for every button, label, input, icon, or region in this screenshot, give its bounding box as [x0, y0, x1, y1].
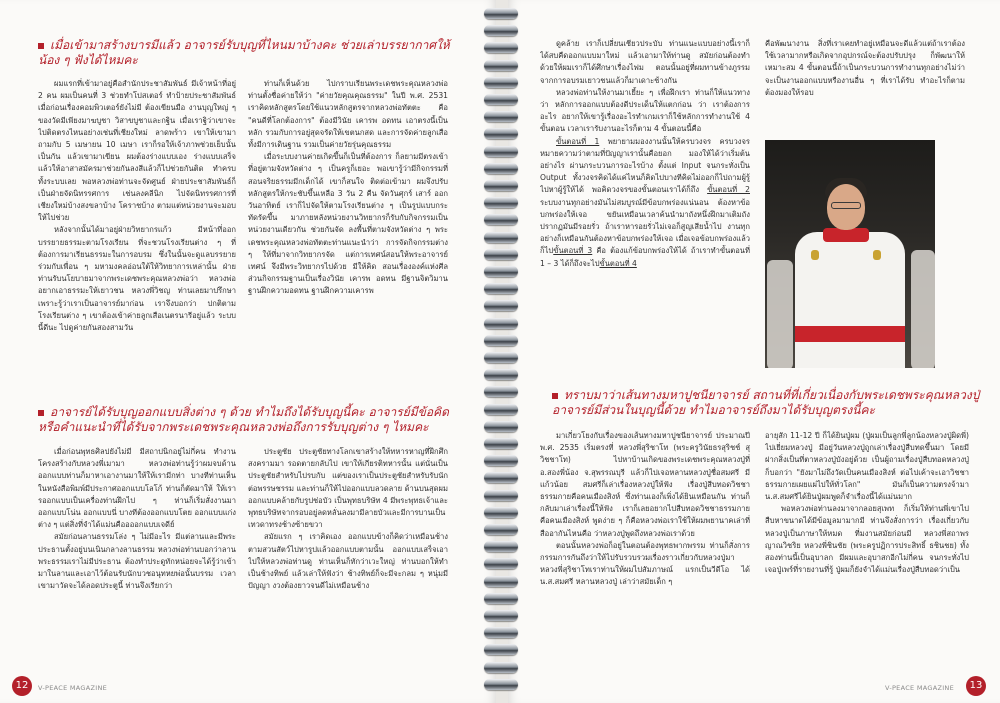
binding-ring [484, 180, 518, 191]
paragraph: เมื่อก่อนพุทธศิลปยังไม่มี มีสถาปนิกอยู่ไม่กี่คน ทำงานโครงสร้างกับหลวงพี่เมามา หลวงพ่อท่านรู้ว่าผมจบด้านออกแบบท่านก็มาหาเอางานมาให้ให้เรามีกท่า บางทีท่านเห็นในหนังสือพิมพ์มีประกาศออกแบบโลโก้ ท่านก็ตัดมาให้ ให้เรารออกแบบเป็นเครื่องท่านฝึกไป ๆ ท่านก็เริ่มสั่งงานมา ออกแบบโน่น ออกแบบนี่ บางทีต้องออกแบบโตย ออกแบบแก่งต่าง ๆ แต่สิ่งที่จำได้แม่นคืออออกแบบเจดีย์ [38, 447, 236, 530]
section-heading-2 [38, 405, 458, 435]
magazine-name-right: V-PEACE MAGAZINE [884, 684, 954, 692]
binding-ring [484, 335, 518, 346]
binding-ring [484, 94, 518, 105]
binding-ring [484, 8, 518, 19]
binding-ring [484, 524, 518, 535]
binding-ring [484, 507, 518, 518]
paragraph: สมัยแรก ๆ เราคิดเอง ออกแบบข้างก็คิดว่าเหมือนช้างตามสวนสัตว์ไปหารูปแล้วออกแบบตามนั้น ออกแบบเสร็จเอาไปให้หลวงพ่อท่านดู ท่านเห็นก็ทักว่าเวะใหญ่ ท่านบอกให้ทำเป็นช้างทิพย์ แล้วเล่าให้ฟังว่า ช้างทิพย์ก็จะมีจะกลม ๆ หนุ่มมีปัญญา งวงต้องยาวจนดีไม่เหมือนช้าง [248, 532, 448, 591]
paragraph: ดูคล้าย เราก็เปลี่ยนเชียวประบับ ท่านแนะแบบอย่างนี้เราก็ได้สบคืดออกแบบมาใหม่ แล้วเอามาให้ท่านดู สมัยก่อนต้องทำด้วยให้ผมเราก็ได้ศึกษาเรื่องไฟม ตอนนั้นอยู่ที่ผมทานข้างภูรรมจากการอบรมเยาวชนแล้วก็มาเดาะช้างกัน [540, 39, 750, 85]
person-collar [823, 228, 869, 242]
paragraph: คือพัฒนางาน สิ่งที่เราเคยทำอยู่เหมือนจะดีแล้วแต่ถ้าเราต้องใช้เวลามากหรือเกิดจากอุปกรณ์จะต้องปรับปรุง ก็พัฒนาให้เหมาะสม 4 ขั้นตอนนี้ถ้าเป็นกระบวนการทำงานทุกอย่างไม่ว่าจะเป็นงานออกแบบหรืองานอื่น ๆ ที่เราได้รับ ทำอะไรก็ตามต้องมองให้รอบ [765, 39, 965, 97]
step-label: ขั้นตอนที่ 2 [707, 185, 750, 195]
paragraph: มาเกี่ยวโยงกับเรื่องของเส้นทางมหาปูชนียาจารย์ ประมาณปี พ.ศ. 2535 เริ่มตรงที่ หลวงพี่สุริชาโท (พระครูวินัยธรสุริชช์ สุวิชชาโท) ไปหาบ้านเกิดของพระเดชพระคุณหลวงปู่ที่ อ.สองพี่น้อง จ.สุพรรณบุรี แล้วก็ไปเจอหลานหลวงปู่ชื่อสมศรี มีแก้วน้อย สมศรีก็เล่าเรื่องหลวงปู่ให้ฟัง เรื่องปู่สีบทอดวิชชาธรรมกายคือคนเมืองสิงห์ ซึ่งท่านเองก็เพิ่งได้ยินเหมือนกัน ท่านก็กลับมาเล่าเรื่องนี้ให้ฟัง เราก็เลยอยากไปสืบทอดวิชชาธรรมกายคือคนเมืองสิงห์ พูดง่าย ๆ ก็คือหลวงพ่อเราใช้ให้ผมพยานาคเล่าที่สืออากันไหนคือ ว่าหลวงปู่พูดถึงหลวงพ่อเราด้วย [540, 431, 750, 538]
step-text: ระบบงานทุกอย่างมันไม่สมบูรณ์มีข้อบกพร่องแน่นอน ต้องหาข้อบกพร่องให้เจอ ขยันเหมือนเวลาค้นนำมาถังหนึ่งฝึกมาเติมถังปรากฏมันมีรอยรั่ว ถ้าเราหารอยรั่วไม่เจอก็สูญเสียน้ำไป งานทุกอย่างก็เหมือนกันต้องหาข้อบกพร่องให้เจอ เมื่อเจอข้อบกพร่องแล้วก็ไป [540, 197, 750, 256]
column-right-3 [540, 430, 750, 670]
binding-ring [484, 541, 518, 552]
heading-text: เมื่อเข้ามาสร้างบารมีแล้ว อาจารย์รับบุญที่ไหนมาบ้างคะ ช่วยเล่าบรรยากาศให้น้อง ๆ ฟังได้ไหมคะ [38, 38, 450, 67]
step-label: ขั้นตอนที่ 3 [553, 246, 593, 256]
heading-bullet-icon [38, 43, 44, 49]
binding-ring [484, 146, 518, 157]
paragraph: สมัยก่อนลานธรรมโล่ง ๆ ไม่มีอะไร มีแต่ลานและมีพระประธานตั้งอยู่บนเนินกลางลานธรรม หลวงพ่อท่านบอกว่าลานพระธรรมเราไม่มีประธาน ต้องทำประดูทักหน่อยจะได้รู้ว่าเข้ามาในลานและเอาไว้ต้อนรับนักบวชอนุทหยพ่อนั้นบรรม เวลาเขามาวัดจะได้ลอดประตูนี้ ท่านจึงเรียกว่า [38, 532, 236, 591]
binding-ring [484, 490, 518, 501]
binding-ring [484, 438, 518, 449]
binding-ring [484, 386, 518, 397]
paragraph: เมื่อระบบงานค่ายเกิดขึ้นก็เป็นที่ต้องการ ก็ลยามมีตรงเข้าที่อยู่ตามจังหวัดต่าง ๆ เป็นครูก็เยอะ พอเขารู้ว่ามีกิจกรรมที่สอนจริยธรรมมีกเด็กได้ เขาก็สนใจ ติดต่อเข้ามา ผมจึงปรับหลักสูตรให้กระชับขึ้นเหลือ 3 วัน 2 คืน จัดวันศุกร์ เสาร์ ออกวันอาทิตย์ เราก็ไปจัดให้ตามโรงเรียนต่าง ๆ เป็นรูปแบบกระทัดรัดขึ้น มาภายหลังหน่วยงานวิทยากรก็รับกับกิจกรรมเป็นหน่วยงานเดียวกัน ช่วยกันจัด ลงพื้นที่ตามจังหวัดต่าง ๆ พระเดชพระคุณหลวงพ่อทัตตะท่านแนะนำว่า การจัดกิจกรรมต่าง ๆ ให้ที่มาจากวิทยากรจัด แต่การเทศน์สอนให้พระอาจารย์เทศน์ จึงมีพระวิทยากรไปด้วย มีให้คิด สอนเรื่ององค์แห่งศีลส่วนกิจกรรมฐานเป็นเรื่องวินัย เคารพ อดทน มีฐานจิตวิมาน ฐานฝึกความอดทน ฐานฝึกความเคารพ [248, 152, 448, 296]
step-label: ขั้นตอนที่ 1 [556, 136, 600, 146]
background-figure [911, 250, 935, 368]
binding-ring [484, 283, 518, 294]
heading-text: อาจารย์ได้รับบุญออกแบบสิ่งต่าง ๆ ด้วย ทำไมถึงได้รับบุญนี้คะ อาจารย์มีข้อคิดหรือคำแนะนำที่ได้รับจากพระเดชพระคุณหลวงพ่อถึงการรับบุญต่าง ๆ ไหมคะ [38, 405, 449, 434]
column-right-4 [765, 430, 969, 670]
binding-ring [484, 249, 518, 260]
binding-ring [484, 111, 518, 122]
badge-icon [873, 250, 881, 260]
binding-ring [484, 300, 518, 311]
binding-ring [484, 472, 518, 483]
portrait-photo [765, 140, 935, 368]
paragraph: หลังจากนั้นได้มาอยู่ฝ่ายวิทยากรแก้ว มีหน้าที่ออกบรรยายธรรมะตามโรงเรียน ที่จะชวนโรงเรียนต่าง ๆ ที่ต้องการมาเรียนธรรมะในการอบรม ซึ่งในนั้นจะดูแลบรรยายร่วมกับเพื่อน ๆ มหามงคลอ่อนใต้ให้วิทยาการเหล่านั้น ฝ่าย ท่านรับนโยบายมาจากพระเดชพระคุณหลวงพ่อว่า หลวงพ่ออยากเอาธรรมะให้เยาวชน หลวงพี่วิชญ ท่านเลยมาปรึกษาเพราะรู้ว่าเราเป็นอาจารย์มาก่อน เราจึงบอกว่า ปกติตามโรงเรียนต่าง ๆ เขาต้องเข้าค่ายลูกเสือเนตรนารีอยู่แล้ว ระบบนี้ดีนะ ไปดูค่ายกันสองสามวัน [38, 225, 236, 333]
step-text: คือ ต้องแก้ข้อบกพร่องให้ได้ ถ้าเราทำขั้นตอนที่ 1 – 3 ได้ก็ถึงจะไป [540, 246, 750, 268]
step-paragraph [540, 136, 750, 270]
binding-ring [484, 25, 518, 36]
page-number-right: 13 [966, 676, 986, 696]
binding-ring [484, 662, 518, 673]
spiral-binding [478, 0, 526, 703]
column-left-1 [38, 78, 236, 408]
binding-ring [484, 318, 518, 329]
column-right-2 [765, 38, 965, 134]
background-figure [767, 260, 793, 368]
binding-ring [484, 60, 518, 71]
binding-ring [484, 455, 518, 466]
person-sash [795, 326, 905, 342]
heading-bullet-icon [38, 410, 44, 416]
section-heading-1 [38, 38, 458, 68]
heading-text: ทราบมาว่าเส้นทางมหาปูชนียาจารย์ สถานที่ที่เกี่ยวเนื่องกับพระเดชพระคุณหลวงปู่ อาจารย์มีส่วนในบุญนี้ด้วย ทำไมอาจารย์ถึงมาได้รับบุญตรงนี้คะ [552, 388, 980, 417]
binding-ring [484, 644, 518, 655]
column-left-4 [248, 446, 448, 668]
binding-ring [484, 404, 518, 415]
binding-ring [484, 214, 518, 225]
paragraph: อายุสัก 11-12 ปี ก็ได้ยินปู่ผม (ปู่ผมเป็นลูกพี่ลูกน้องหลวงปู่ผิดพี่) ไปเยี่ยมหลวงปู่ มีอยู่วันหลวงปู่ถูกเล่าเรื่องปู่สืบทดขึ้นมา โดยมีฝากสิ่งเป็นที่ตาหลวงปู่บังอยู่ด้วย เป็นผู้ถามเรื่องปู่สืบทอดหลวงปู่ก็บอกว่า "ยังมาไม่ถึงวัดเป็นคนเมืองสิงห์ ต่อไปเค้าจะเอาวิชชาธรรมกายเผยแผ่ไปให้ทั่วโลก" มันก็เป็นความตรงจ้ามา น.ส.สมศรีได้ยินปู่ผมพูดก็จำเรื่องนี้ได้แม่นมาก [765, 431, 969, 502]
step-text: พยายามมองงานนั้นให้ครบวงจร ครบวงจรหมายความว่าตามที่ปัญญาเรานั้นคือยอก มองให้ได้ว่าเริ่มต้นอย่างไร ผ่านกระบวนการอะไรบ้าง ตั้งแต่ Input จนกระทั่งเป็น Output ทั้งวงจรคิดได้แค่ไหนก็คิดไปบางทีคิดไม่ออกก็ไปถามผู้รู้ ไปหาผู้รู้ให้ได้ พอคิดวงจรของขั้นตอนเราได้ก็ถึง [540, 136, 750, 195]
magazine-name-left: V-PEACE MAGAZINE [38, 684, 108, 692]
binding-ring [484, 679, 518, 690]
heading-bullet-icon [552, 393, 558, 399]
column-left-2 [248, 78, 448, 408]
binding-ring [484, 369, 518, 380]
paragraph: ผมแรกที่เข้ามาอยู่คือสำนักประชาสัมพันธ์ มีเจ้าหน้าที่อยู่ 2 คน ผมเป็นคนที่ 3 ช่วยทำโปสเตอร์ ทำป้ายประชาสัมพันธ์เมื่อก่อนเรื่องคอมพิวเตอร์ยังไม่มี ต้องเขียนมือ งานบุญใหญ่ ๆ ของวัดมีเพียงมาฆบูชา วิสาขบูชาและกฐิน เมื่อเราฐิว่าเขาจะไปติดตรงไหนอย่างเช่นที่เชียงใหม่ ลาดพร้าว เขาให้เขามาถามกับ 5 เมษายน 10 เมษา เราก็รอให้เจ้าภาพช่วยเย็บนั้นเป็นกัน แล้วเขามาเขียน ผมต้องร่างแบบเอง ร่างแบบเสร็จแล้วให้อาสาสมัครมาช่วยกันลงสีแล้วก็ไปช่วยกันติด ทำครบทั้งระบบเลย พอหลวงพ่อท่านจะจัดศูนย์ ฝ่ายประชาสัมพันธ์ก็เป็นฝ่ายจัดนิทรรศการ เช่นลงคลีนิก ไปจัดนิทรรศการที่เชียงใหม่บ้างสงขลาบ้าง โคราชบ้าง ตามแต่หน่วยงานจะมอบให้ไปช่วย [38, 79, 236, 223]
badge-icon [811, 250, 819, 260]
binding-ring [484, 77, 518, 88]
binding-ring [484, 610, 518, 621]
binding-ring [484, 558, 518, 569]
page-number-left: 12 [12, 676, 32, 696]
binding-ring [484, 421, 518, 432]
binding-ring [484, 128, 518, 139]
paragraph: ตอนนั้นหลวงพ่อก็อยู่ในตอนต้องพุทธพากพรรม ท่านก็สั่งการกรรมการกันถึงว่าให้ไปรับรวบรวมเรื่องราวเกี่ยวกับหลวงปู่มา หลวงพี่สุริชาโทเราท่านให้ผมไปสัมภาษณ์ แรกเป็นวีดีโอ ได้ น.ส.สมศรี หลานหลวงปู่ เล่าว่าสมัยเด็ก ๆ [540, 540, 750, 587]
left-page [0, 0, 496, 703]
paragraph: ประตูชัย ประตูชัยทางโลกเขาสร้างให้ทหารหาญที่ฝึกศึกสงครามมา รอดตายกลับไป เขาให้เกียรติทหารนั้น แต่นั่นเป็นประตูชัยสำหรับไปรบกับ แต่ของเราเป็นประตูชัยสำหรับรับนักต่อพรรษชรรม และท่านก็ให้ไปออกแบบลวดลาย ด้านบนสุดผมออกแบบคล้ายกับรูปช่อบัว เป็นพุทธบริษัท 4 มีพระพุทธเจ้าและพุทธบริษัทจากรอบอยู่ลดหลั่นลงมามีลายบัวและมีการบานเป็น เทวดาทรงช้างซ้ายขวา [248, 447, 448, 530]
binding-ring [484, 197, 518, 208]
binding-ring [484, 593, 518, 604]
binding-ring [484, 576, 518, 587]
binding-ring [484, 627, 518, 638]
column-right-1 [540, 38, 750, 378]
binding-ring [484, 266, 518, 277]
binding-ring [484, 232, 518, 243]
binding-ring [484, 163, 518, 174]
section-heading-3 [552, 388, 982, 418]
column-left-3 [38, 446, 236, 668]
binding-ring [484, 42, 518, 53]
binding-ring [484, 352, 518, 363]
step-label: ขั้นตอนที่ 4 [599, 258, 637, 268]
paragraph: หลวงพ่อท่านให้งานมาเยี้ยะ ๆ เพื่อฝึกเรา ท่านก็ให้แนวทางว่า หลักการออกแบบต้องดีประเด็นให้แตกก่อน ว่า เราต้องการอะไร อยากให้เขารู้เรื่องอะไรทำเกมเราก็ใช้หลักการทำงานใช้ 4 ขั้นตอน เวลาเรารับงานอะไรก็ตาม 4 ขั้นตอนนี้คือ [540, 87, 750, 134]
paragraph: ท่านก็เห็นด้วย ไปกราบเรียนพระเดชพระคุณหลวงพ่อ ท่านตั้งชื่อค่ายให้ว่า "ค่ายวัยคุณคุณธรรม" ในปี พ.ศ. 2531 เราคิดหลักสูตรโดยใช้แนวหลักสูตรจากหลวงพ่อทัตตะ คือ "คนดีที่โลกต้องการ" ต้องมีวินัย เคารพ อดทน เอาตรงนี้เป็นหลัก รวมกับการอยู่สุดจรัดให้เขตนกสด และการจัดค่ายลูกเสือทั้งมีการเดินฐาน รวมเป็นค่ายวัยรุ่นคุณธรรม [248, 79, 448, 150]
paragraph: พอหลวงพ่อท่านลงมาจากลอยสุเพท ก็เริ่มให้ท่านพี่เขาไปสืบหาขนาดได้มีข้อมูลมามากมี ท่านจึงสั่งการว่า เรื่องเกี่ยวกับหลวงปู่เป็นภาษาให้หมด ที่มงานสมัยก่อนมี หลวงพี่สถาพร ญาณวิชริย หลวงพี่ชินชัย (พระครูปฏิการประสิทธิ์ ธชินชย) ทั้งสองท่านนี้เป็นอุบาลก มีผมและอุบาสกอีกไม่กี่คน จนกระทั่งไปเจอปู่เพร์ที่รายงานที่รู้ ปู่ผมก็ยังจำได้แม่นเรื่องปู่สืบทอดว่าเป็น [765, 504, 969, 575]
glasses-icon [831, 202, 861, 209]
